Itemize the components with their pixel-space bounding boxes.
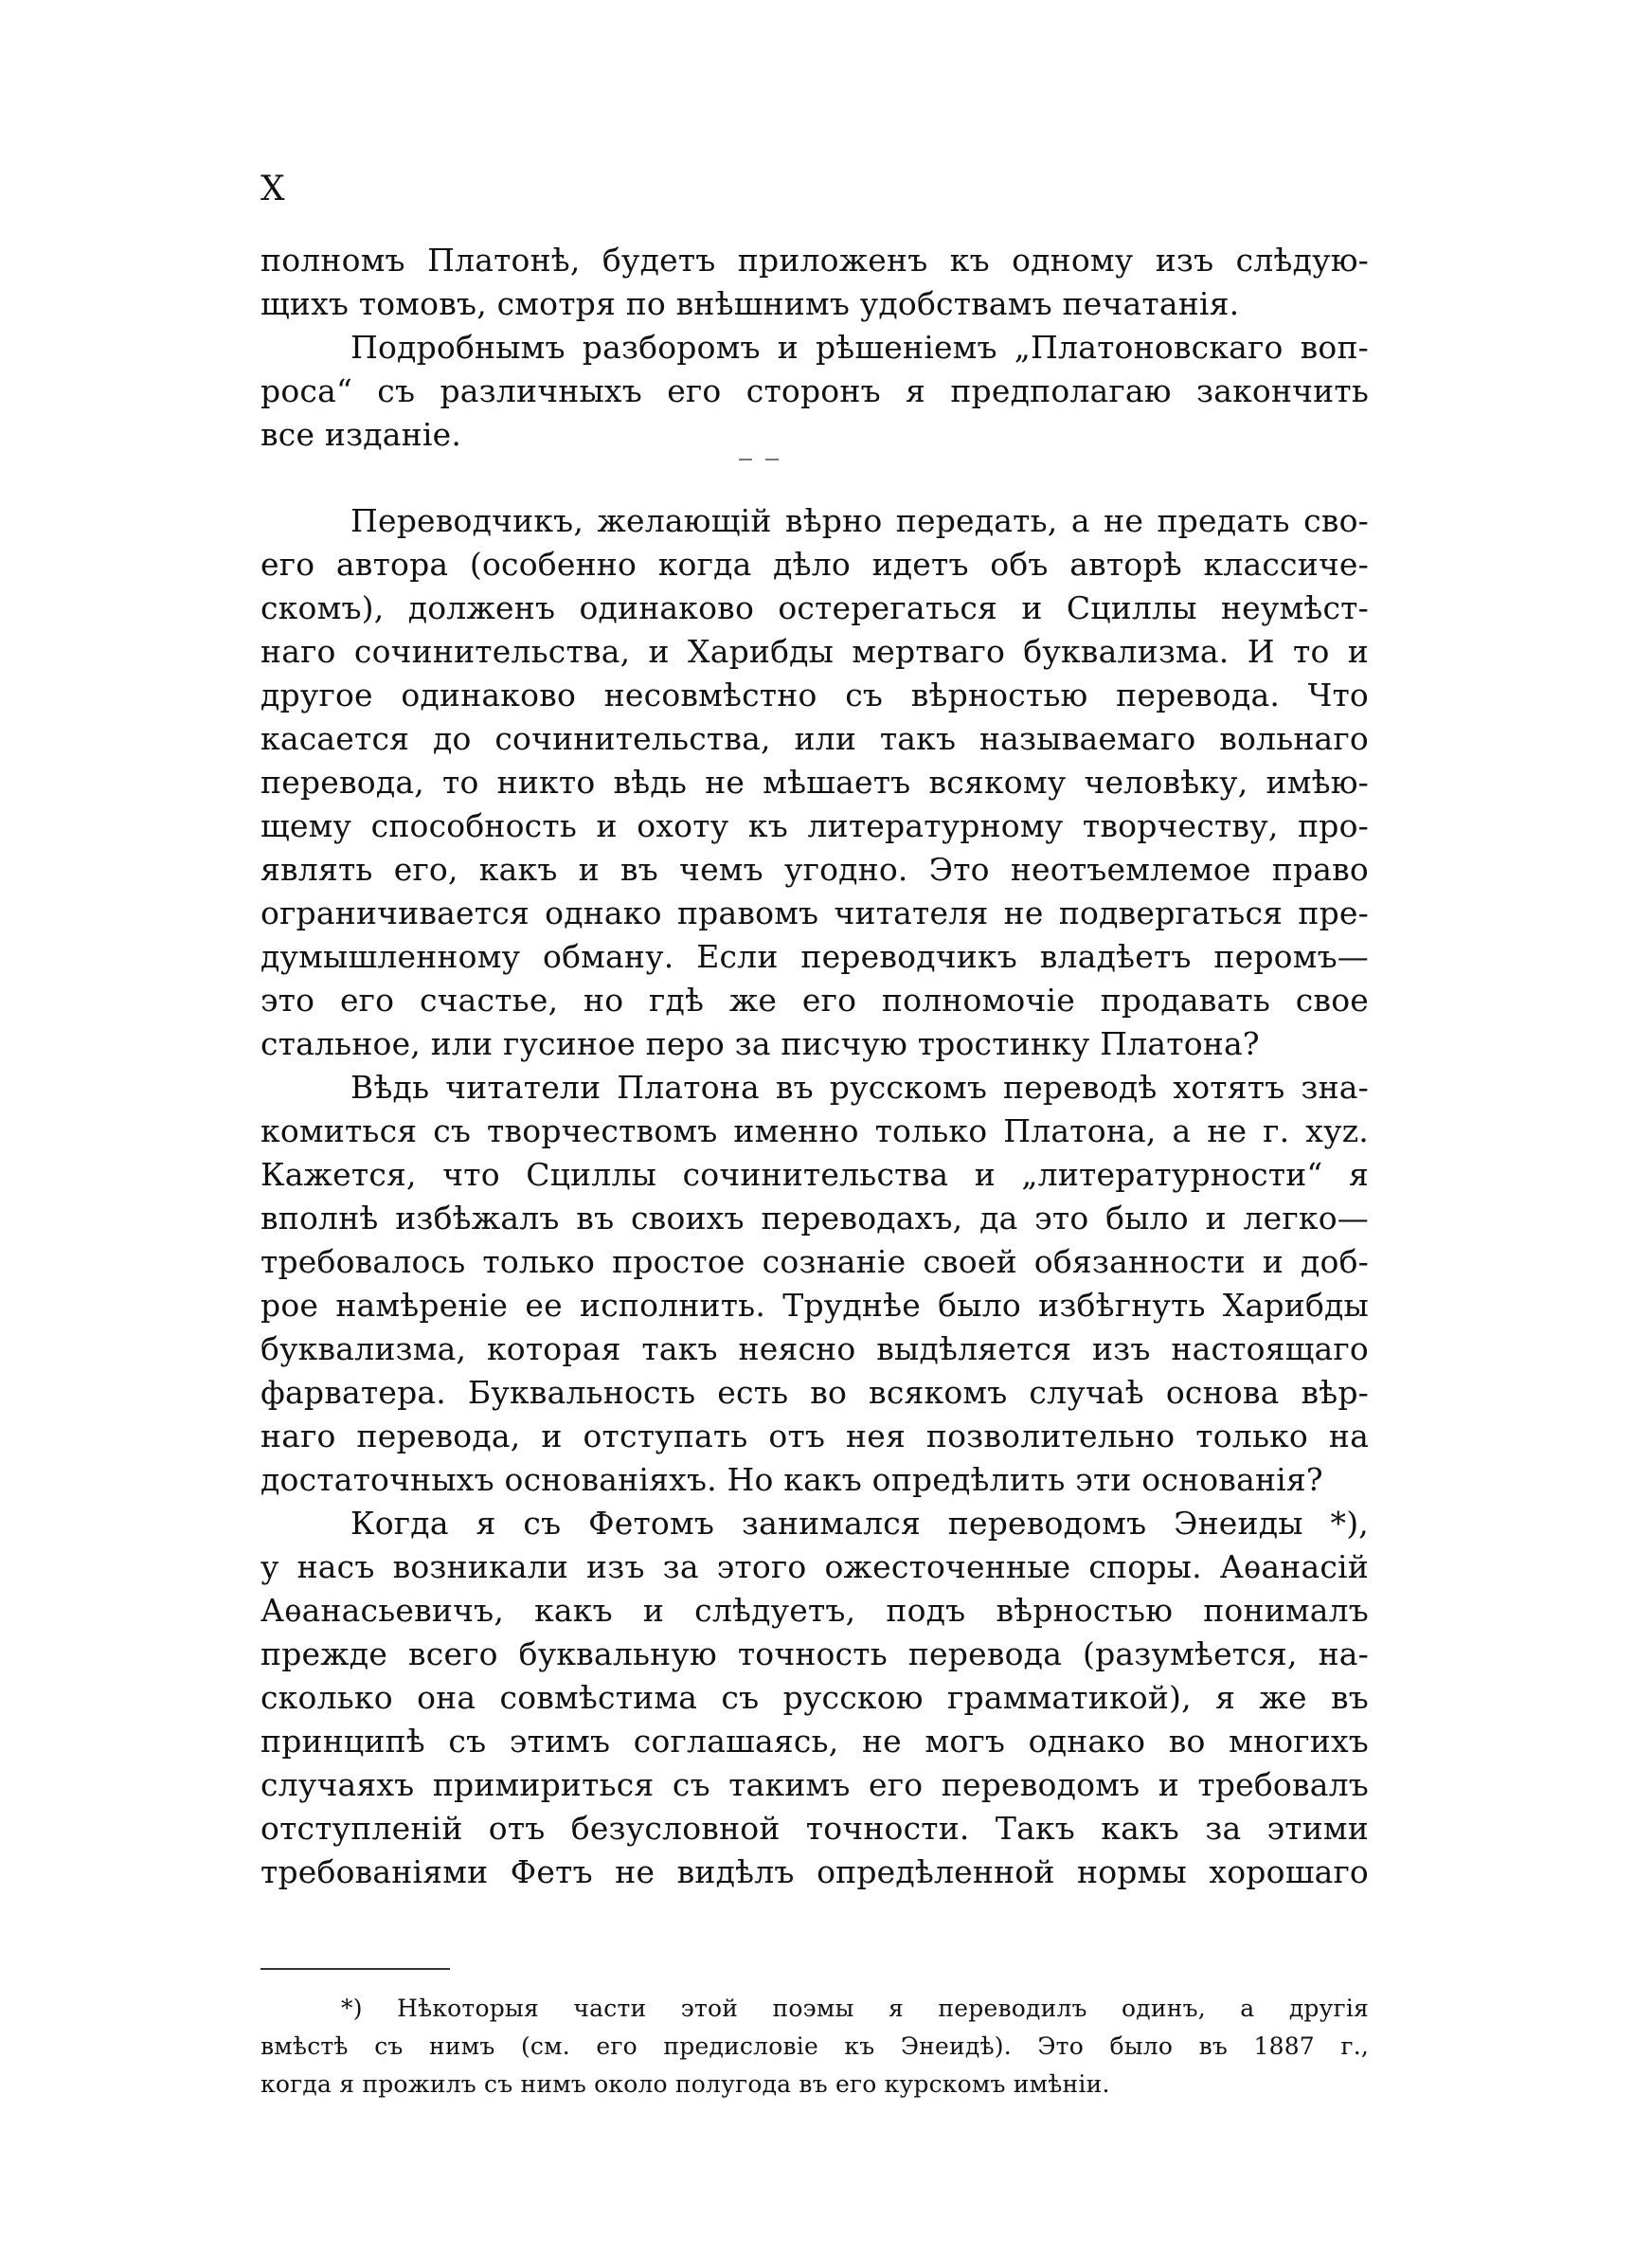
page-number: X	[260, 170, 285, 208]
section-separator	[739, 457, 805, 462]
text-line: Аѳанасьевичъ, какъ и слѣдуетъ, подъ вѣрностью понималъ	[260, 1592, 1369, 1629]
text-line: это его счастье, но гдѣ же его полномочіе продавать свое	[260, 982, 1369, 1019]
text-line: фарватера. Буквальность есть во всякомъ случаѣ основа вѣр-	[260, 1374, 1369, 1411]
text-line: достаточныхъ основаніяхъ. Но какъ опредѣлить эти основанія?	[260, 1461, 1323, 1498]
footnote-rule	[260, 1968, 450, 1970]
text-line: рое намѣреніе ее исполнить. Труднѣе было избѣгнуть Харибды	[260, 1287, 1369, 1324]
text-block-main	[260, 499, 1369, 1894]
footnote-line: вмѣстѣ съ нимъ (см. его предисловіе къ Энеидѣ). Это было въ 1887 г.,	[260, 2032, 1369, 2060]
text-line: у насъ возникали изъ за этого ожесточенные споры. Аѳанасій	[260, 1548, 1369, 1585]
text-block-top	[260, 239, 1369, 457]
text-line: щихъ томовъ, смотря по внѣшнимъ удобствамъ печатанія.	[260, 285, 1240, 322]
text-line: перевода, то никто вѣдь не мѣшаетъ всякому человѣку, имѣю-	[260, 764, 1369, 801]
text-line: Когда я съ Фетомъ занимался переводомъ Энеиды *),	[350, 1505, 1369, 1542]
footnote-line: когда я прожилъ съ нимъ около полугода въ его курскомъ имѣніи.	[260, 2070, 1110, 2098]
text-line: Вѣдь читатели Платона въ русскомъ переводѣ хотятъ зна-	[350, 1069, 1369, 1106]
paragraph-platonic-question	[260, 326, 1369, 457]
text-line: требованіями Фетъ не видѣлъ опредѣленной нормы хорошаго	[260, 1853, 1369, 1890]
text-line: отступленій отъ безусловной точности. Такъ какъ за этими	[260, 1810, 1369, 1847]
text-line: вполнѣ избѣжалъ въ своихъ переводахъ, да это было и легко—	[260, 1200, 1369, 1237]
text-line: являть его, какъ и въ чемъ угодно. Это неотъемлемое право	[260, 851, 1369, 888]
text-line: комиться съ творчествомъ именно только Платона, а не г. хуz.	[260, 1112, 1369, 1149]
paragraph-translator	[260, 499, 1369, 1066]
text-line: Подробнымъ разборомъ и рѣшеніемъ „Платоновскаго воп-	[350, 329, 1369, 366]
text-line: его автора (особенно когда дѣло идетъ объ авторѣ классиче-	[260, 546, 1369, 583]
text-line: роса“ съ различныхъ его сторонъ я предполагаю закончить	[260, 372, 1369, 409]
text-line: думышленному обману. Если переводчикъ владѣетъ перомъ—	[260, 938, 1369, 975]
continuation-paragraph	[260, 239, 1369, 326]
text-line: наго перевода, и отступать отъ нея позволительно только на	[260, 1417, 1369, 1454]
text-line: другое одинаково несовмѣстно съ вѣрностью перевода. Что	[260, 677, 1369, 713]
text-line: сколько она совмѣстима съ русскою грамматикой), я же въ	[260, 1679, 1369, 1716]
paragraph-fet	[260, 1502, 1369, 1894]
text-line: касается до сочинительства, или такъ называемаго вольнаго	[260, 720, 1369, 757]
footnote-line: *) Нѣкоторыя части этой поэмы я переводилъ одинъ, а другія	[341, 1995, 1369, 2022]
text-line: щему способность и охоту къ литературному творчеству, про-	[260, 807, 1369, 844]
text-line: стальное, или гусиное перо за писчую тростинку Платона?	[260, 1025, 1260, 1062]
text-line: полномъ Платонѣ, будетъ приложенъ къ одному изъ слѣдую-	[260, 242, 1369, 279]
text-line: Переводчикъ, желающій вѣрно передать, а не предать сво-	[350, 502, 1369, 539]
text-line: принципѣ съ этимъ соглашаясь, не могъ однако во многихъ	[260, 1723, 1369, 1760]
text-line: ограничивается однако правомъ читателя не подвергаться пре-	[260, 894, 1369, 931]
text-line: все изданіе.	[260, 416, 462, 453]
text-line: случаяхъ примириться съ такимъ его переводомъ и требовалъ	[260, 1766, 1369, 1803]
text-line: скомъ), долженъ одинаково остерегаться и Сциллы неумѣст-	[260, 589, 1369, 626]
text-line: требовалось только простое сознаніе своей обязанности и доб-	[260, 1243, 1369, 1280]
text-line: Кажется, что Сциллы сочинительства и „литературности“ я	[260, 1156, 1369, 1193]
text-line: прежде всего буквальную точность перевода (разумѣется, на-	[260, 1635, 1369, 1672]
text-line: буквализма, которая такъ неясно выдѣляется изъ настоящаго	[260, 1330, 1369, 1367]
text-line: наго сочинительства, и Харибды мертваго буквализма. И то и	[260, 633, 1369, 670]
paragraph-readers	[260, 1066, 1369, 1502]
footnote	[260, 1990, 1369, 2104]
